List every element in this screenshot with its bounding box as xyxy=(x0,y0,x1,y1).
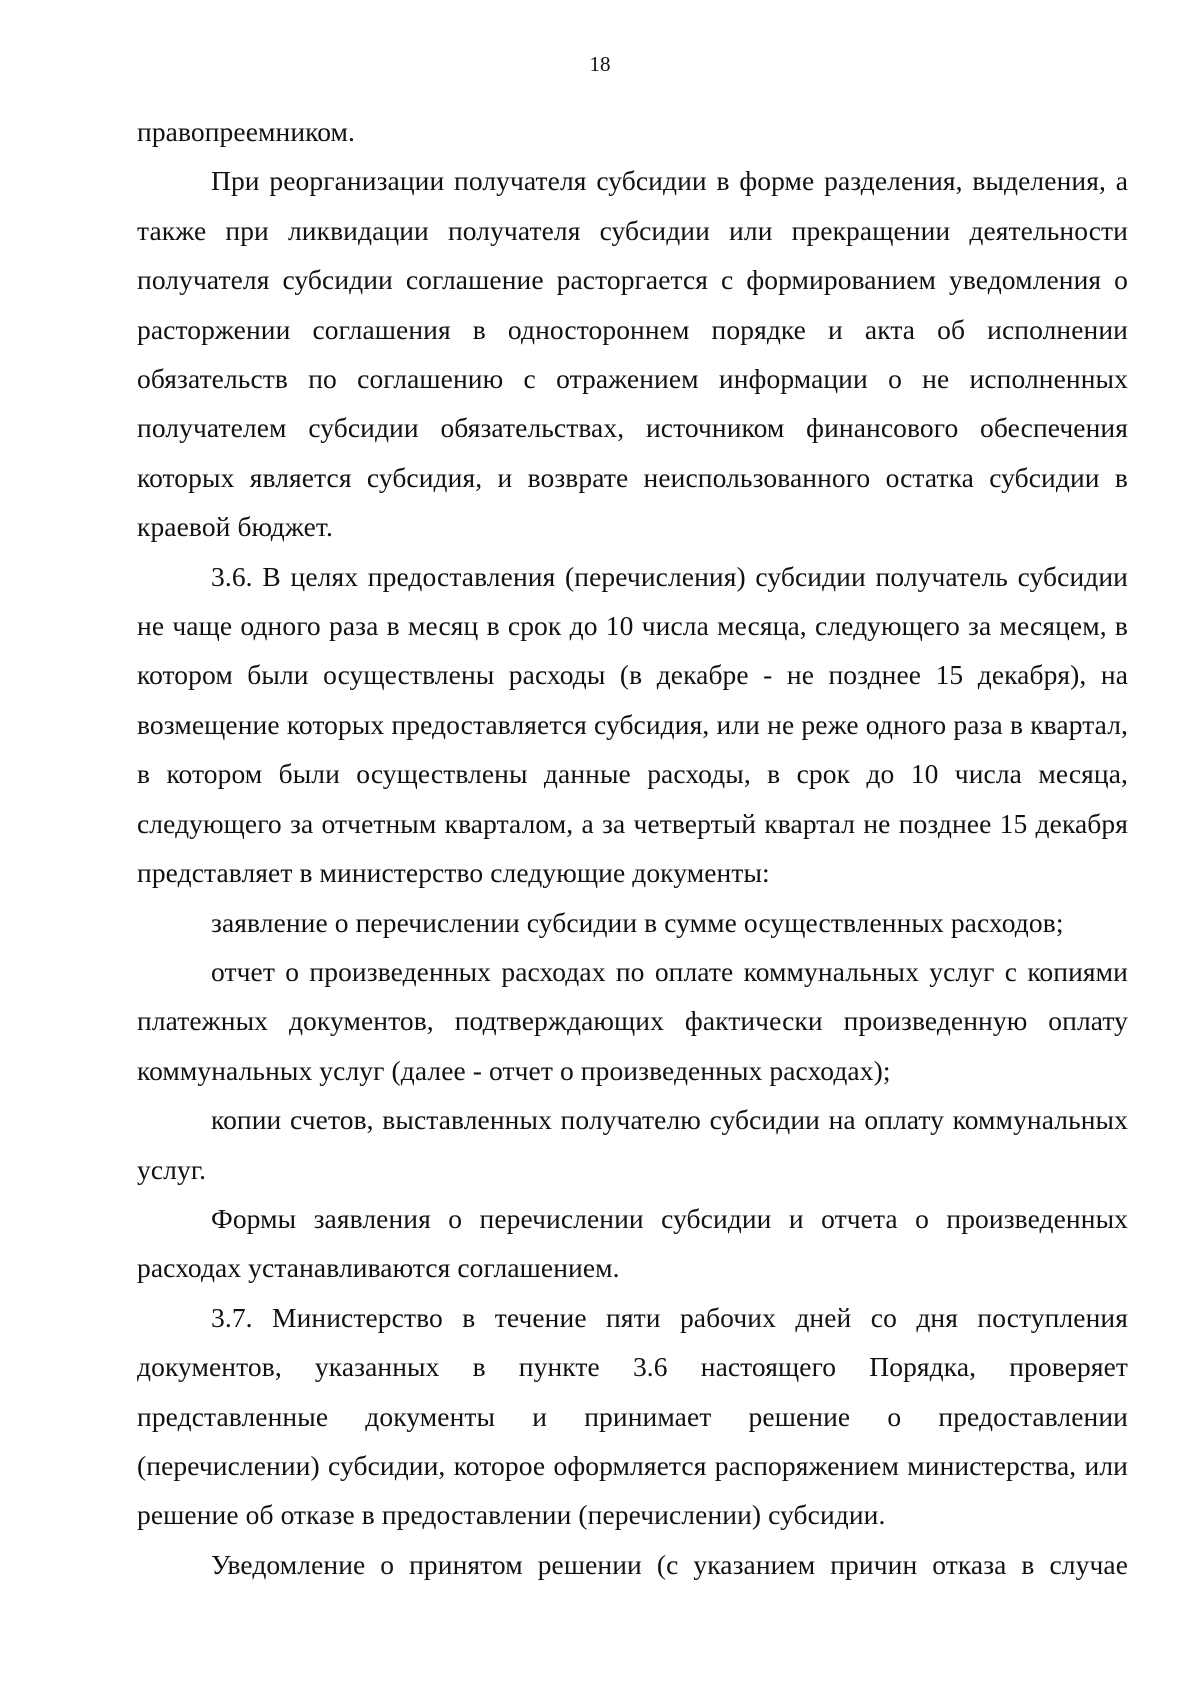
list-item-report: отчет о произведенных расходах по оплате коммунальных услуг с копиями платежных документов, подтверждающих фактически произведенную оплату коммунальных услуг (далее - отчет о произведенных расходах); xyxy=(137,955,1128,1086)
paragraph-clause-3-7: 3.7. Министерство в течение пяти рабочих дней со дня поступления документов, указанных в пункте 3.6 настоящего Порядка, проверяет представленные документы и принимает решение о предоставлении (перечислении) субсидии, которое оформляется распоряжением министерства, или решение об отказе в предоставлении (перечислении) субсидии. xyxy=(137,1301,1128,1531)
document-body xyxy=(137,107,1128,1589)
paragraph-clause-3-6: 3.6. В целях предоставления (перечисления) субсидии получатель субсидии не чаще одного раза в месяц в срок до 10 числа месяца, следующего за месяцем, в котором были осуществлены расходы (в декабре - не позднее 15 декабря), на возмещение которых предоставляется субсидия, или не реже одного раза в квартал, в котором были осуществлены данные расходы, в срок до 10 числа месяца, следующего за отчетным кварталом, а за четвертый квартал не позднее 15 декабря представляет в министерство следующие документы: xyxy=(137,560,1128,889)
paragraph-forms: Формы заявления о перечислении субсидии и отчета о произведенных расходах устанавливаются соглашением. xyxy=(137,1202,1128,1284)
paragraph-reorganization: При реорганизации получателя субсидии в форме разделения, выделения, а также при ликвидации получателя субсидии или прекращении деятельности получателя субсидии соглашение расторгается с формированием уведомления о расторжении соглашения в одностороннем порядке и акта об исполнении обязательств по соглашению с отражением информации о не исполненных получателем субсидии обязательствах, источником финансового обеспечения которых является субсидия, и возврате неиспользованного остатка субсидии в краевой бюджет. xyxy=(137,165,1128,543)
list-item-application: заявление о перечислении субсидии в сумме осуществленных расходов; xyxy=(211,906,1064,938)
paragraph-notification: Уведомление о принятом решении (с указанием причин отказа в случае xyxy=(211,1548,1128,1580)
paragraph-continuation: правопреемником. xyxy=(137,116,356,147)
page-number: 18 xyxy=(589,52,611,76)
list-item-invoices: копии счетов, выставленных получателю субсидии на оплату коммунальных услуг. xyxy=(137,1104,1128,1185)
